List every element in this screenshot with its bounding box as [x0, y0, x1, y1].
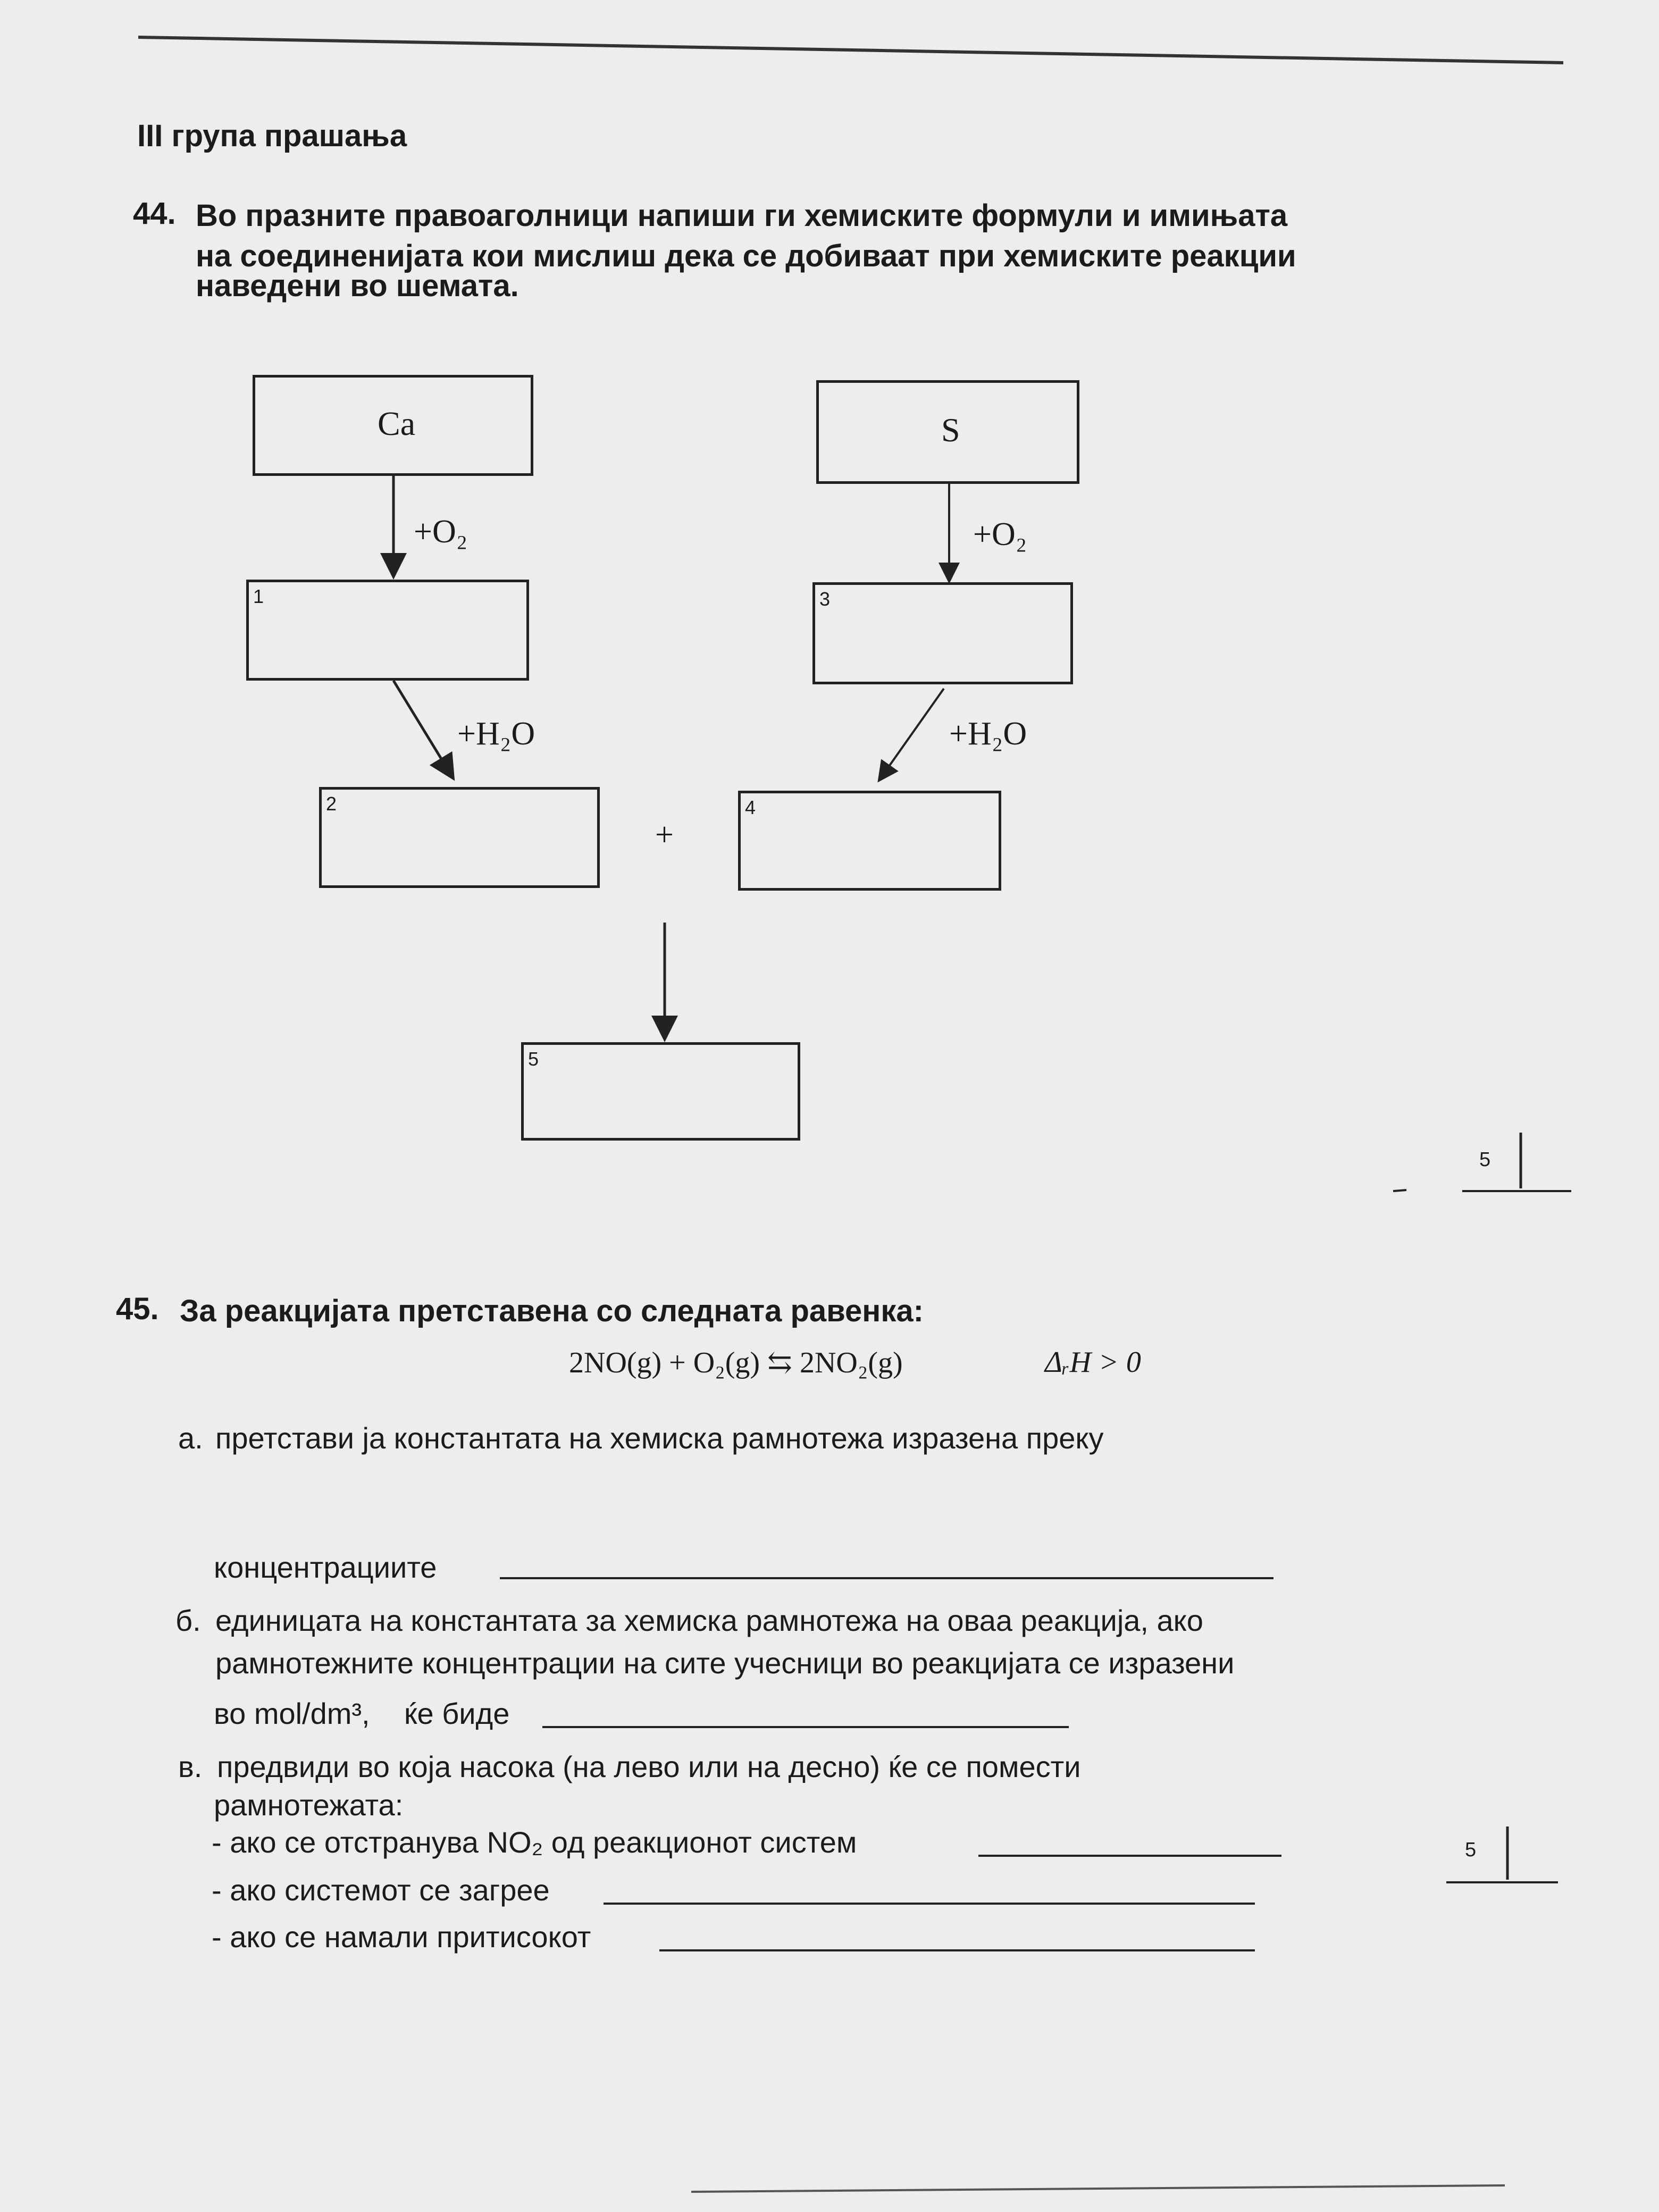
- q45-v-answer-line3[interactable]: [659, 1924, 1255, 1951]
- q44-number: 44.: [133, 196, 176, 231]
- arrow-3-to-4: [880, 689, 944, 779]
- q45-v-item3: - ако се намали притисокот: [212, 1920, 591, 1954]
- q44-text-line1: Во празните правоаголници напиши ги хемиските формули и имињата: [196, 198, 1288, 233]
- q45-a-label: а.: [178, 1421, 203, 1455]
- q45-equation: 2NO(g) + O₂(g) ⇆ 2NO₂(g): [569, 1346, 903, 1379]
- box-s: [816, 380, 1079, 484]
- box-3-number: 3: [819, 588, 831, 610]
- q45-text: За реакцијата претставена со следната равенка:: [180, 1294, 924, 1328]
- box-4-number: 4: [745, 797, 756, 818]
- reagent-h2o-right: +H₂O: [949, 716, 1027, 752]
- q45-a-text2: концентрациите: [214, 1551, 437, 1584]
- s-label: S: [941, 411, 960, 449]
- reagent-o2-left: +O₂: [414, 514, 468, 550]
- answer-box-5[interactable]: [521, 1042, 800, 1141]
- box-1-number: 1: [253, 585, 264, 607]
- q45-v-item1: - ако се отстранува NO₂ од реакционот систем: [212, 1825, 857, 1859]
- q45-b-line3-post: ќе биде: [404, 1697, 510, 1730]
- q44-text-line2: на соединенијата кои мислиш дека се добиваат при хемиските реакции: [196, 239, 1296, 273]
- q45-b-line3-pre: во mol/dm³,: [214, 1697, 370, 1730]
- box-2-number: 2: [326, 793, 337, 815]
- answer-box-4[interactable]: [738, 791, 1001, 891]
- ca-label: Ca: [378, 405, 416, 442]
- q45-v-label: в.: [178, 1750, 203, 1783]
- arrow-1-to-2: [393, 681, 452, 776]
- q45-v-answer-line1[interactable]: [978, 1829, 1281, 1857]
- q45-v-item2: - ако системот се загрее: [212, 1873, 550, 1907]
- q45-a-text: претстави ја константата на хемиска рамнотежа изразена преку: [215, 1421, 1104, 1455]
- q45-v-answer-line2[interactable]: [604, 1877, 1255, 1905]
- reagent-h2o-left: +H₂O: [457, 716, 535, 752]
- q45-v-line1: предвиди во која насока (на лево или на десно) ќе се помести: [217, 1750, 1081, 1783]
- box-ca: [253, 375, 533, 476]
- box-5-number: 5: [528, 1048, 539, 1070]
- q45-b-label: б.: [175, 1604, 201, 1637]
- q44-text-line3: наведени во шемата.: [196, 269, 519, 303]
- q45-b-line2: рамнотежните концентрации на сите учесници во реакцијата се изразени: [215, 1646, 1235, 1680]
- reagent-o2-right: +O₂: [973, 516, 1027, 552]
- q45-number: 45.: [116, 1292, 159, 1326]
- q45-a-answer-line[interactable]: [500, 1552, 1273, 1579]
- q45-score: 5: [1465, 1839, 1477, 1861]
- plus-sign: +: [655, 817, 674, 853]
- answer-box-3[interactable]: [812, 582, 1073, 684]
- answer-box-2[interactable]: [319, 787, 600, 888]
- q45-enthalpy: ΔᵣH > 0: [1045, 1346, 1141, 1379]
- q45-v-line2: рамнотежата:: [214, 1788, 404, 1822]
- answer-box-1[interactable]: [246, 580, 529, 681]
- q45-b-answer-line[interactable]: [542, 1700, 1069, 1728]
- section-title: III група прашања: [137, 119, 407, 153]
- q45-b-line1: единицата на константата за хемиска рамнотежа на оваа реакција, ако: [215, 1604, 1203, 1637]
- q44-score: 5: [1479, 1149, 1491, 1171]
